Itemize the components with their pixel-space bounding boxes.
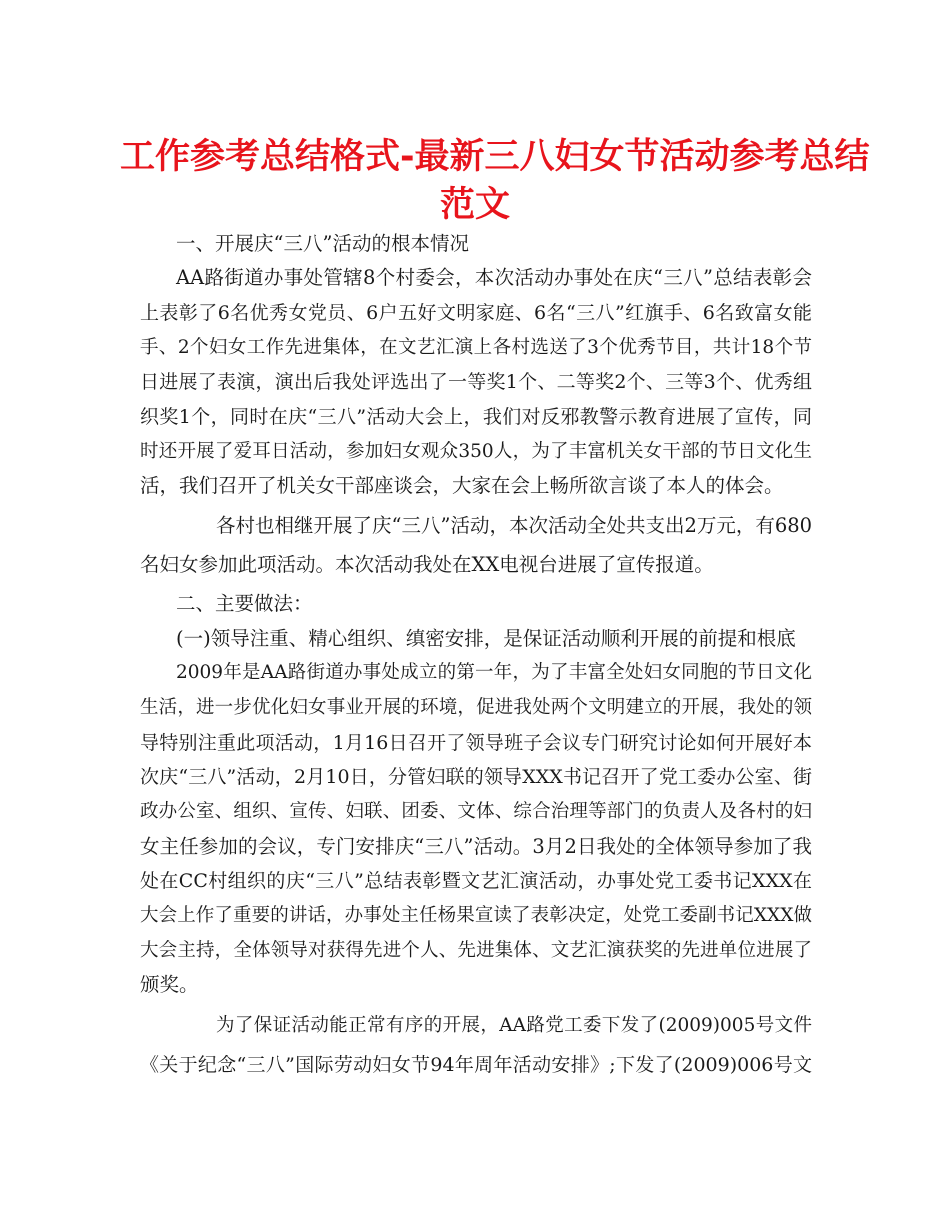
body-line: 织奖1个，同时在庆“三八”活动大会上，我们对反邪教警示教育进展了宣传，同 (140, 406, 812, 428)
body-line: 颁奖。 (140, 973, 199, 996)
body-line: 女主任参加的会议，专门安排庆“三八”活动。3月2日我处的全体领导参加了我 (140, 835, 812, 858)
section-heading-1: 一、开展庆“三八”活动的根本情况 (176, 232, 469, 255)
body-line: 手、2个妇女工作先进集体，在文艺汇演上各村选送了3个优秀节目，共计18个节 (140, 337, 812, 358)
body-line: 时还开展了爱耳日活动，参加妇女观众350人，为了丰富机关女干部的节日文化生 (140, 441, 812, 462)
body-line: 大会主持，全体领导对获得先进个人、先进集体、文艺汇演获奖的先进单位进展了 (140, 940, 812, 961)
body-line: 各村也相继开展了庆“三八”活动，本次活动全处共支出2万元，有680 (216, 514, 813, 537)
body-line: 2009年是AA路街道办事处成立的第一年，为了丰富全处妇女同胞的节日文化 (176, 662, 812, 683)
body-line: 名妇女参加此项活动。本次活动我处在XX电视台进展了宣传报道。 (140, 553, 714, 576)
body-line: 上表彰了6名优秀女党员、6户五好文明家庭、6名“三八”红旗手、6名致富女能 (140, 302, 812, 324)
body-line: 为了保证活动能正常有序的开展，AA路党工委下发了(2009)005号文件 (216, 1015, 812, 1036)
document-title-line-2: 范文 (439, 185, 510, 225)
body-line: 大会上作了重要的讲话，办事处主任杨果宣读了表彰决定，处党工委副书记XXX做 (140, 905, 812, 926)
body-line: 处在CC村组织的庆“三八”总结表彰暨文艺汇演活动，办事处党工委书记XXX在 (140, 870, 812, 892)
section-heading-2: 二、主要做法： (176, 592, 313, 615)
body-line: 导特别注重此项活动，1月16日召开了领导班子会议专门研究讨论如何开展好本 (140, 732, 812, 754)
body-line: 生活，进一步优化妇女事业开展的环境，促进我处两个文明建立的开展，我处的领 (140, 697, 812, 718)
document-title-line-1: 工作参考总结格式-最新三八妇女节活动参考总结 (120, 137, 870, 177)
subsection-heading: (一)领导注重、精心组织、缜密安排，是保证活动顺利开展的前提和根底 (176, 627, 796, 650)
body-line: 活，我们召开了机关女干部座谈会，大家在会上畅所欲言谈了本人的体会。 (140, 474, 784, 497)
body-line: 日进展了表演，演出后我处评选出了一等奖1个、二等奖2个、三等3个、优秀组 (140, 371, 812, 393)
body-line: 次庆“三八”活动，2月10日，分管妇联的领导XXX书记召开了党工委办公室、街 (140, 766, 812, 788)
body-line: 《关于纪念“三八”国际劳动妇女节94年周年活动安排》;下发了(2009)006号文 (140, 1054, 812, 1076)
body-line: 政办公室、组织、宣传、妇联、团委、文体、综合治理等部门的负责人及各村的妇 (140, 801, 812, 822)
body-line: AA路街道办事处管辖8个村委会，本次活动办事处在庆“三八”总结表彰会 (176, 266, 812, 289)
